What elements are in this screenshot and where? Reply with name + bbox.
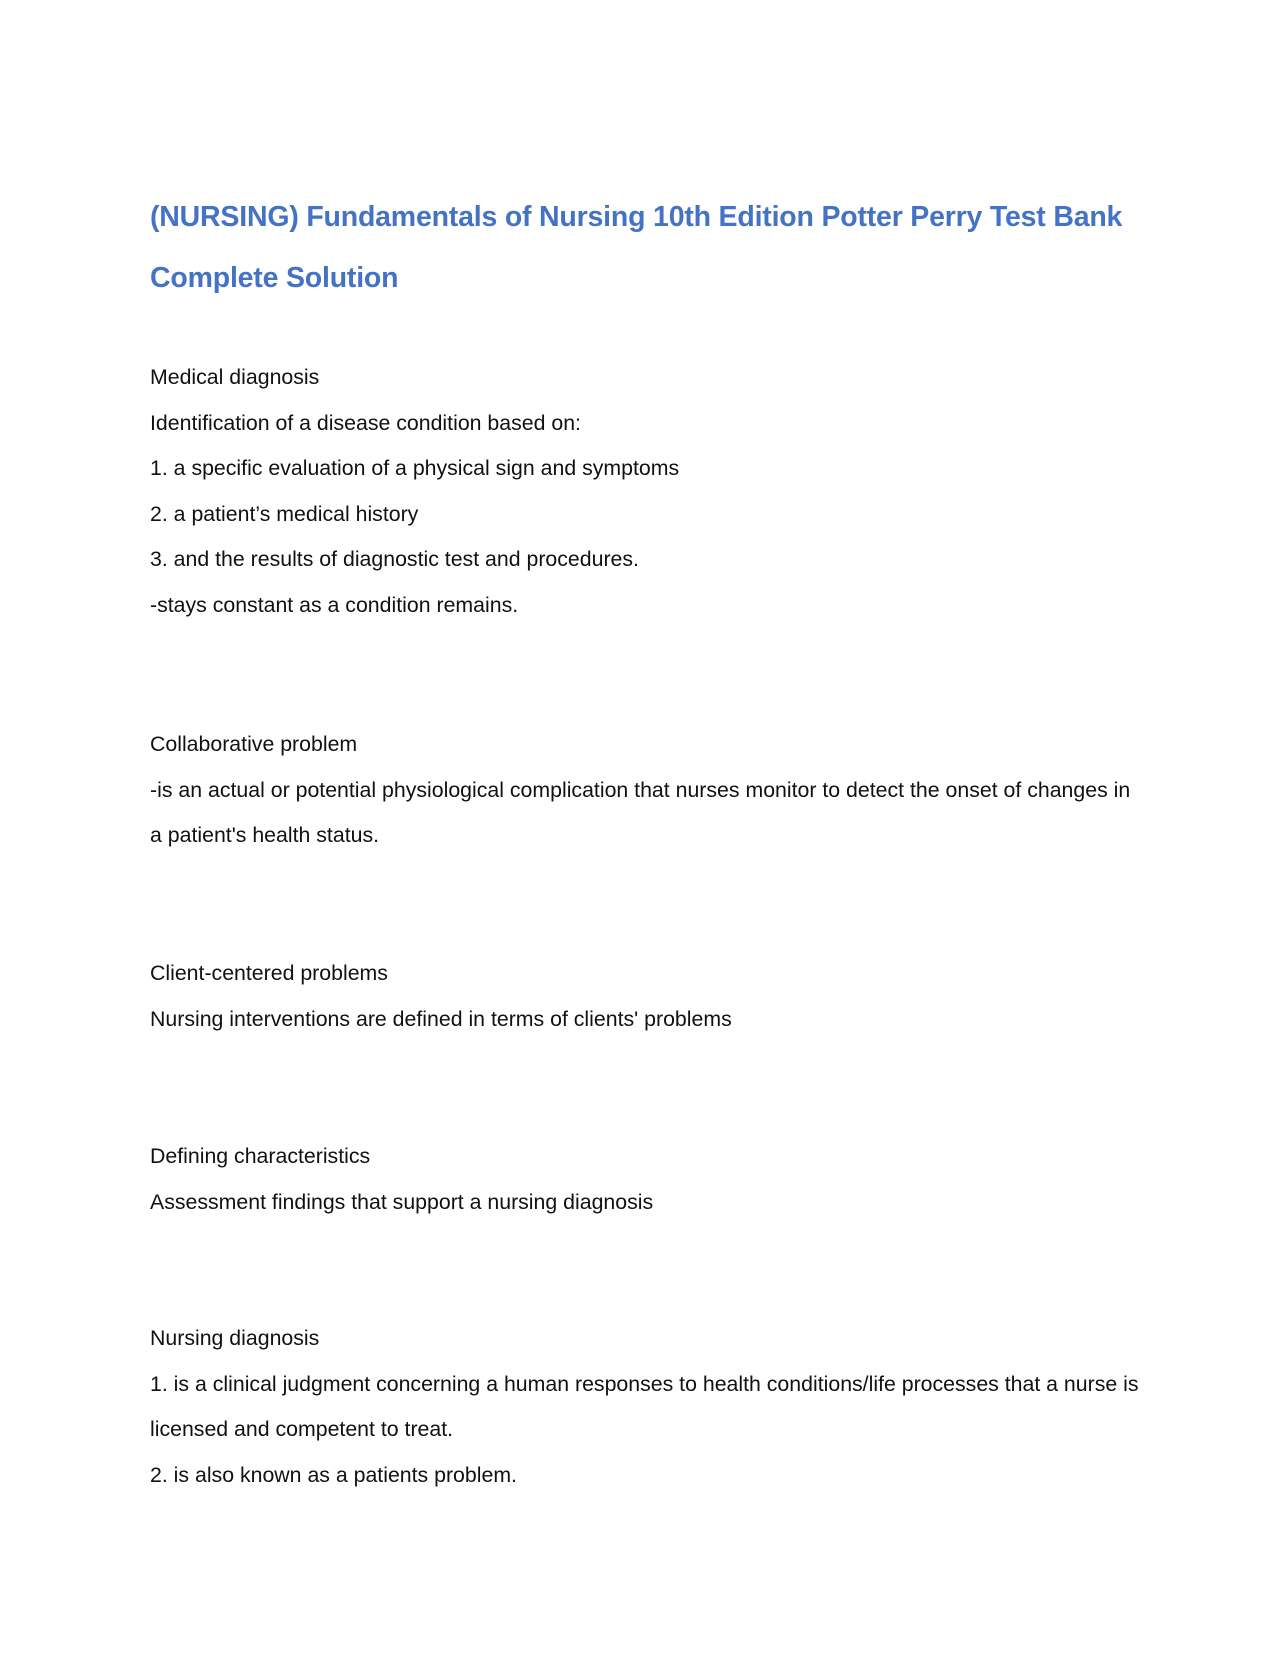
definition-line: 2. a patient’s medical history <box>150 501 419 526</box>
section-medical-diagnosis <box>150 355 1140 629</box>
definition-line: 2. is also known as a patients problem. <box>150 1462 517 1487</box>
term-heading: Medical diagnosis <box>150 365 320 389</box>
definition-line: -stays constant as a condition remains. <box>150 592 519 617</box>
definition-line: Assessment findings that support a nursing diagnosis <box>150 1189 654 1214</box>
term-heading: Defining characteristics <box>150 1144 371 1168</box>
definition-line: Nursing interventions are defined in terms of clients' problems <box>150 1006 732 1031</box>
definition-line: Identification of a disease condition based on: <box>150 410 581 435</box>
definition-line: 3. and the results of diagnostic test and procedures. <box>150 547 639 572</box>
term-heading: Collaborative problem <box>150 732 358 756</box>
term-heading: Client-centered problems <box>150 961 388 985</box>
term-heading: Nursing diagnosis <box>150 1326 320 1350</box>
section-client-centered-problems <box>150 951 1140 1042</box>
definition-line: -is an actual or potential physiological complication that nurses monitor to detect the onset of changes in a patient's health status. <box>150 777 1131 848</box>
definition-line: 1. a specific evaluation of a physical sign and symptoms <box>150 456 680 481</box>
section-nursing-diagnosis <box>150 1316 1140 1498</box>
section-collaborative-problem <box>150 722 1140 859</box>
definition-line: 1. is a clinical judgment concerning a human responses to health conditions/life processes that a nurse is licensed and competent to treat. <box>150 1371 1139 1442</box>
document-title: (NURSING) Fundamentals of Nursing 10th Edition Potter Perry Test Bank Complete Solution <box>150 201 1123 294</box>
section-defining-characteristics <box>150 1134 1140 1225</box>
